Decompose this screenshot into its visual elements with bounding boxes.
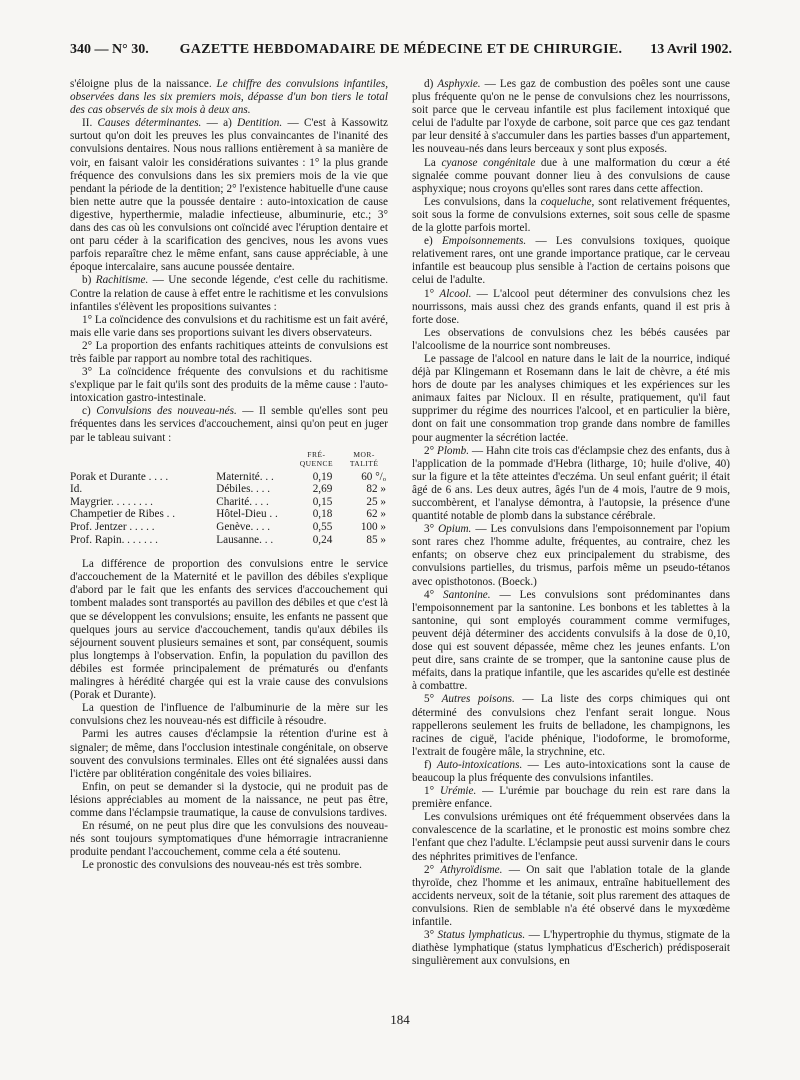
table-cell-freq: 0,24 xyxy=(312,533,333,546)
paragraph: Les convulsions, dans la coqueluche, sont relativement fréquentes, soit sous la forme de convulsions externes, soit sous celle de spasme de la glotte parfois mortel. xyxy=(412,195,731,235)
table-cell-name: Prof. Rapin. . . . . . . xyxy=(70,533,158,546)
table-cell-name: Porak et Durante . . . . xyxy=(70,470,169,483)
table-header-frequence: FRÉ-QUENCE xyxy=(299,449,334,468)
paragraph: Les convulsions urémiques ont été fréquemment observées dans la convalescence de la scarlatine, et le pronostic est moins sombre chez l'enfant que chez l'adulte. L'éclampsie peut aussi survenir dans le cours des néphrites primitives de l'enfance. xyxy=(412,811,730,863)
table-cell-place: Hôtel-Dieu . . xyxy=(216,508,278,521)
paragraph: Enfin, on peut se demander si la dystocie, qui ne produit pas de lésions appréciables au moment de la naissance, ne peut pas être, comme dans l'éclampsie traumatique, la cause de convulsions tardives. xyxy=(70,780,388,819)
paragraph: b) Rachitisme. — Une seconde légende, c'est celle du rachitisme. Contre la relation de cause à effet entre le rachitisme et les convulsions infantiles s'élèvent les propositions suivantes : xyxy=(70,274,389,313)
paragraph: Le pronostic des convulsions des nouveau-nés est très sombre. xyxy=(82,859,362,872)
table-cell-freq: 0,55 xyxy=(312,521,333,533)
paragraph: 3° La coïncidence fréquente des convulsions et du rachitisme s'explique par le fait qu'ils sont des produits de la même cause : l'auto-intoxication gastro-intestinale. xyxy=(70,366,388,405)
paragraph: 3° Opium. — Les convulsions dans l'empoisonnement par l'opium sont rares chez l'homme adulte, fréquentes, au contraire, chez les enfants; on observe chez eux principalement du strabisme, des convulsions partielles, du trismus, parfois même un pseudo-tétanos avec opisthotonos. (Boeck.) xyxy=(412,523,731,588)
table-header-mortalite: MOR-TALITÉ xyxy=(349,449,379,468)
table-cell-mort: 82 » xyxy=(366,483,386,496)
table-cell-place: Maternité. . . xyxy=(216,470,274,483)
table-cell-name: Id. xyxy=(70,483,83,496)
page-number: 184 xyxy=(390,1012,410,1027)
emphasis: Le chiffre des convulsions infantiles, observées dans les six premiers mois, dépasse d'un bon tiers le total des cas observés de six mois à deux ans. xyxy=(70,78,388,117)
paragraph: 2° Plomb. — Hahn cite trois cas d'éclampsie chez des enfants, dus à l'application de la pommade d'Hebra (litharge, 10; huile d'olive, 40) sur la figure et la tête atteintes d'eczéma. Un seul enfant guérit; il était âgé de 6 ans. Les deux autres, âgés l'un de 4 mois, l'autre de 9 mois, succombèrent, et l'analyse démontra, à l'autopsie, la présence d'une quantité notable de plomb dans la substance cérébrale. xyxy=(412,444,731,523)
table-cell-freq: 2,69 xyxy=(312,483,333,496)
table-cell-freq: 0,19 xyxy=(312,470,333,483)
table-cell-name: Prof. Jentzer . . . . . xyxy=(70,521,155,533)
table-row xyxy=(70,534,388,547)
page-header xyxy=(70,42,732,60)
paragraph: d) Asphyxie. — Les gaz de combustion des poêles sont une cause plus fréquente qu'on ne le pense de convulsions chez les nourrissons, soit parce que le cerveau infantile est plus facilement intoxiqué que celui de l'adulte par l'oxyde de carbone, soit parce que ces gaz tendant par leur densité à s'accumuler dans les parties basses d'un appartement, les nouveau-nés dans leurs berceaux y sont plus exposés. xyxy=(412,78,731,156)
paragraph: La différence de proportion des convulsions entre le service d'accouchement de la Maternité et le pavillon des débiles s'explique d'abord par le fait que les enfants des services d'accouchement qui tombent malades sont transportés au pavillon des débiles et que c'est là que se développent les convulsions; ensuite, les enfants ne passent que quelques jours au service d'accouchement, tandis qu'aux débiles ils séjournent souvent plusieurs semaines et sont, par conséquent, soumis plus longtemps à l'observation. Enfin, la population du pavillon des débiles est formée principalement de prématurés ou d'enfants malingres à hérédité chargée qui est la vraie cause des convulsions (Porak et Durante). xyxy=(70,558,388,702)
table-cell-place: Charité. . . . xyxy=(216,495,269,508)
table-cell-mort: 85 » xyxy=(366,533,386,546)
paragraph: Parmi les autres causes d'éclampsie la rétention d'urine est à signaler; de même, dans l'occlusion intestinale congénitale, on observe souvent des convulsions terminales. Elles ont été signalées aussi dans l'ictère par oblitération congénitale des voies biliaires. xyxy=(70,728,388,780)
table-row xyxy=(70,508,388,521)
paragraph: 1° Urémie. — L'urémie par bouchage du rein est rare dans la première enfance. xyxy=(412,785,731,811)
paragraph: 1° La coïncidence des convulsions et du rachitisme est un fait avéré, mais elle varie dans ses proportions suivant les divers observateurs. xyxy=(70,313,388,339)
convulsions-table xyxy=(70,449,388,547)
paragraph: En résumé, on ne peut plus dire que les convulsions des nouveau-nés sont toujours symptomatiques d'une hémorragie intracranienne produite pendant l'accouchement, comme cela a été soutenu. xyxy=(70,820,388,859)
paragraph: La cyanose congénitale due à une malformation du cœur a été signalée comme pouvant donner lieu à des convulsions de cause asphyxique; nous croyons qu'elles sont rares dans cette affection. xyxy=(412,156,730,195)
table-cell-mort: 100 » xyxy=(360,521,386,533)
paragraph: Les observations de convulsions chez les bébés causées par l'alcoolisme de la nourrice sont nombreuses. xyxy=(412,326,730,352)
left-column xyxy=(70,78,388,872)
paragraph: 3° Status lymphaticus. — L'hypertrophie du thymus, stigmate de la diathèse lymphatique (status lymphaticus d'Escherich) prédisposerait singulièrement aux convulsions, en xyxy=(412,929,731,968)
table-cell-name: Maygrier. . . . . . . . xyxy=(70,495,153,508)
table-cell-place: Genève. . . . xyxy=(216,521,271,533)
table-cell-mort: 62 » xyxy=(366,508,386,521)
table-row xyxy=(70,521,388,534)
table-cell-freq: 0,18 xyxy=(312,508,333,521)
table-cell-place: Lausanne. . . xyxy=(216,533,274,546)
paragraph: 1° Alcool. — L'alcool peut déterminer des convulsions chez les nourrissons, mais aussi chez des grands enfants, quand il est pris à forte dose. xyxy=(412,287,730,326)
paragraph: 4° Santonine. — Les convulsions sont prédominantes dans l'empoisonnement par la santonine. Les bonbons et les tablettes à la santonine, qui sont employés couramment comme vermifuges, peuvent déjà déterminer des accidents convulsifs à la dose de 0,10, dose qui est souvent dépassée, même chez les jeunes enfants. L'on peut dire, sans crainte de se tromper, que la santonine cause plus de méfaits, dans la pratique infantile, que les ascarides qu'elle est destinée à combattre. xyxy=(412,588,730,693)
right-column xyxy=(412,78,730,968)
issue-date: 13 Avril 1902. xyxy=(650,42,732,57)
table-cell-mort: 60 °/ₒ xyxy=(361,470,386,483)
table-cell-freq: 0,15 xyxy=(312,495,333,508)
table-row xyxy=(70,496,388,509)
table-cell-name: Champetier de Ribes . . xyxy=(70,508,176,521)
paragraph: II. Causes déterminantes. — a) Dentition. — C'est à Kassowitz surtout qu'on doit les preuves les plus convaincantes de l'inanité des convulsions dentaires. Nous nous rallions entièrement à sa manière de voir, en faisant valoir les considérations suivantes : 1° la plus grande fréquence des convulsions dans les six premiers mois de la vie que pendant la période de la dentition; 2° l'existence habituelle d'une cause bien nette autre que la poussée dentaire : auto-intoxication de cause digestive, hyperthermie, maladie infectieuse, albuminurie, etc.; 3° dans des cas où les convulsions ont coïncidé avec l'éruption dentaire et ont paru céder à la scarification des gencives, nous les avons vues parfois reparaître chez le même enfant, sans cause appréciable, à une époque intercalaire, sans aucune poussée dentaire. xyxy=(70,117,389,274)
paragraph: 2° La proportion des enfants rachitiques atteints de convulsions est très faible par rapport au nombre total des rachitiques. xyxy=(70,339,388,365)
paragraph: c) Convulsions des nouveau-nés. — Il semble qu'elles sont peu fréquentes dans les services d'accouchement, ainsi qu'on peut en juger par le tableau suivant : xyxy=(70,405,388,444)
issue-number: 340 — N° 30. xyxy=(70,42,149,57)
paragraph: 2° Athyroïdisme. — On sait que l'ablation totale de la glande thyroïde, chez l'homme et les animaux, entraîne habituellement des accidents nerveux, soit de la tétanie, soit plus rarement des attaques de convulsions. Rien de semblable n'a été observé dans le myxœdème infantile. xyxy=(412,863,731,928)
paragraph: e) Empoisonnements. — Les convulsions toxiques, quoique relativement rares, ont une grande importance pratique, car le cerveau infantile est beaucoup plus sensible à l'action de certains poisons que celui de l'adulte. xyxy=(412,235,731,287)
paragraph: s'éloigne plus de la naissance. Le chiffre des convulsions infantiles, observées dans les six premiers mois, dépasse d'un bon tiers le total des cas observés de six mois à deux ans. xyxy=(70,78,388,117)
paragraph: 5° Autres poisons. — La liste des corps chimiques qui ont déterminé des convulsions chez l'enfant serait longue. Nous rappellerons seulement les fruits de belladone, les champignons, les racines de ciguë, l'acide phénique, l'iodoforme, le bromoforme, l'extrait de fougère mâle, la strychnine, etc. xyxy=(412,693,731,758)
paragraph: Le passage de l'alcool en nature dans le lait de la nourrice, indiqué déjà par Klingemann et Rosemann dans le lait de chèvre, a été mis hors de doute par les analyses chimiques et les expériences sur les animaux faites par Nicloux. Il en résulte, pratiquement, qu'il faut supprimer du régime des nourrices l'alcool, et en particulier la bière, dont on fait une consommation trop grande dans nombre de familles pour augmenter la sécrétion lactée. xyxy=(412,352,730,444)
table-cell-place: Débiles. . . . xyxy=(216,483,271,496)
paragraph: f) Auto-intoxications. — Les auto-intoxications sont la cause de beaucoup la plus fréquente des convulsions infantiles. xyxy=(412,758,731,784)
paragraph: La question de l'influence de l'albuminurie de la mère sur les convulsions chez les nouveau-nés est difficile à résoudre. xyxy=(70,702,388,728)
table-cell-mort: 25 » xyxy=(366,495,386,508)
table-row xyxy=(70,483,388,496)
table-row xyxy=(70,471,388,484)
journal-title: GAZETTE HEBDOMADAIRE DE MÉDECINE ET DE CHIRURGIE. xyxy=(179,42,623,57)
